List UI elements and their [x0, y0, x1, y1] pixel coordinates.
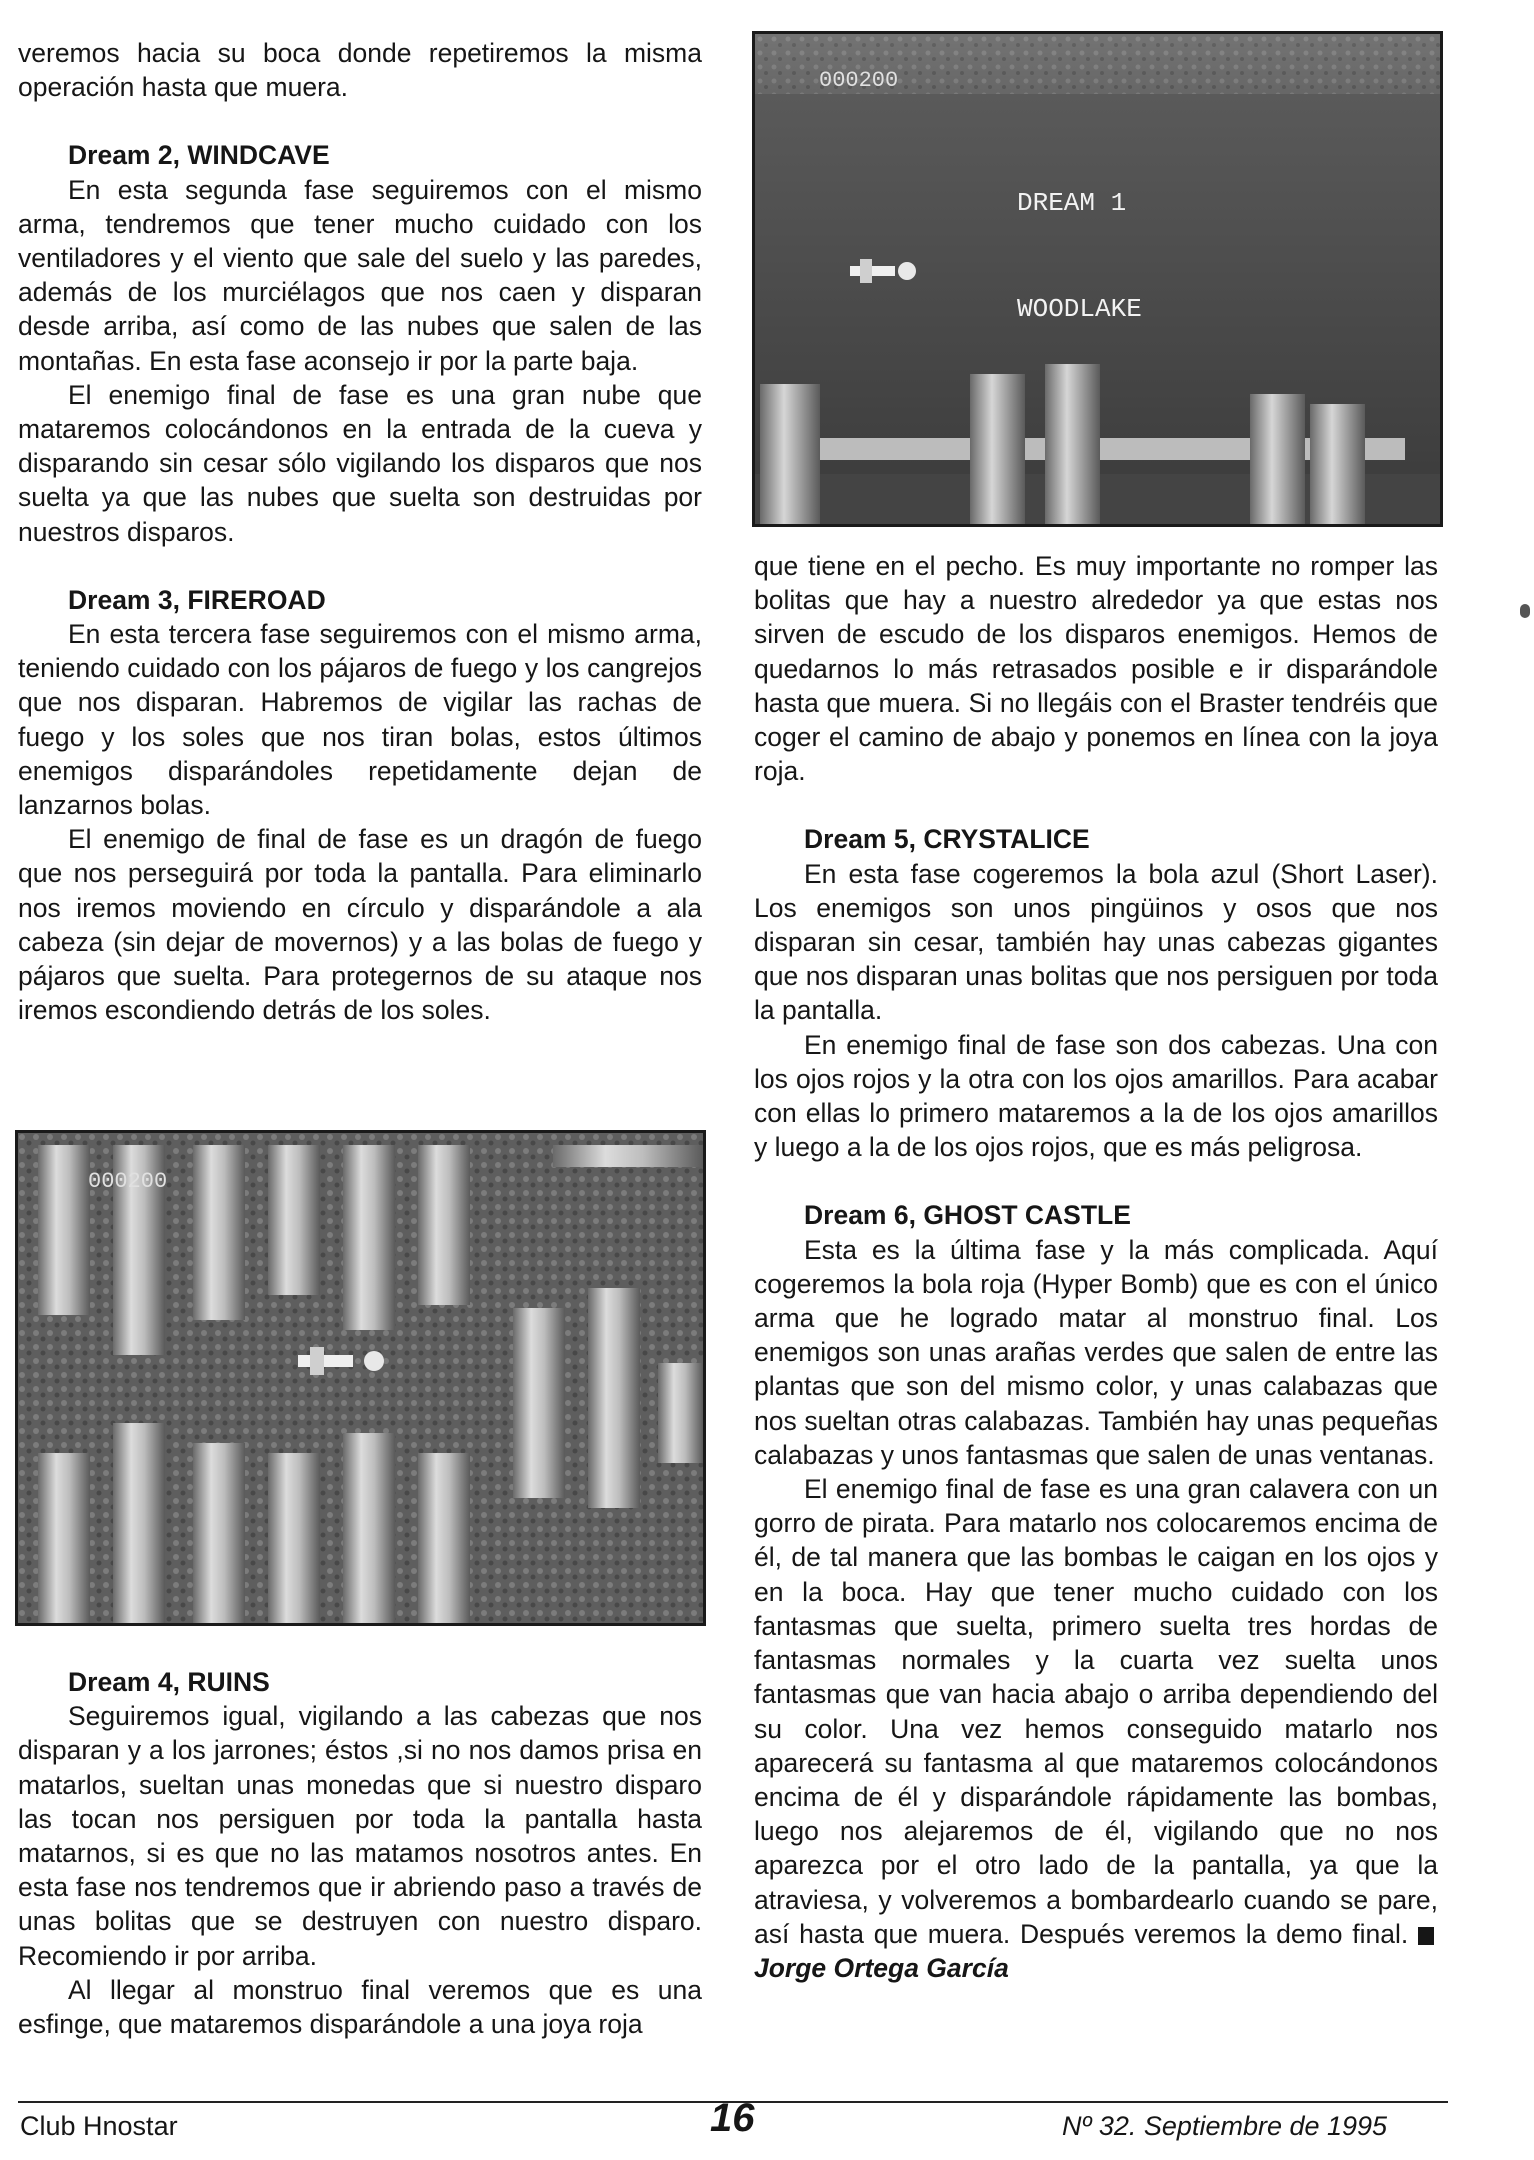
dream6-paragraph-2 — [754, 1472, 1438, 1985]
dream2-paragraph-2: El enemigo final de fase es una gran nube que mataremos colocándonos en la entrada de la cueva y disparando sin cesar sólo vigilando los disparos que nos suelta ya que las nubes que suelta son destruidas por nuestros disparos. — [18, 379, 702, 547]
footer-issue: Nº 32. Septiembre de 1995 — [1062, 2111, 1388, 2141]
stage-name: WOODLAKE — [1017, 294, 1142, 324]
dream4-paragraph-2: Al llegar al monstruo final veremos que es una esfinge, que mataremos disparándole a una joya roja — [18, 1974, 702, 2040]
dream5-heading: Dream 5, CRYSTALICE — [804, 824, 1090, 855]
scan-edge-mark — [1520, 604, 1530, 618]
ruins-scene — [18, 1133, 703, 1623]
woodlake-screenshot — [752, 31, 1443, 527]
dream6-paragraph-2-text: El enemigo final de fase es una gran calavera con un gorro de pirata. Para matarlo nos colocaremos encima de él, de tal manera que las bombas le caigan en los ojos y en la boca. Hay que tener mucho cuidado con los fantasmas que suelta, primero suelta tres hordas de fantasmas normales y la cuarta vez suelta unos fantasmas que van hacia abajo o arriba dependiendo del su color. Una vez hemos conseguido matarlo nos aparecerá su fantasma al que mataremos colocándonos encima de él y disparándole rápidamente las bombas, luego nos alejaremos de él, vigilando que no nos aparezca por el otro lado de la pantalla, ya que la atraviesa, y volveremos a bombardearlo cuando se pare, así hasta que muera. Después veremos la demo final. — [754, 1474, 1438, 1949]
dream5-paragraph-2: En enemigo final de fase son dos cabezas. Una con los ojos rojos y la otra con los ojos amarillos. Para acabar con ellas lo primero mataremos a la de los ojos amarillos y luego a la de los ojos rojos, que es más peligrosa. — [754, 1029, 1438, 1163]
woodlake-scene — [755, 34, 1440, 524]
dream3-paragraph-2: El enemigo de final de fase es un dragón de fuego que nos perseguirá por toda la pantalla. Para eliminarlo nos iremos moviendo en círculo y disparándole a ala cabeza (sin dejar de movernos) y a las bolas de fuego y pájaros que suelta. Para protegernos de su ataque nos iremos escondiendo detrás de los soles. — [18, 824, 702, 1026]
author-signature: Jorge Ortega García — [754, 1952, 1009, 1983]
dream2-paragraph-1: En esta segunda fase seguiremos con el mismo arma, tendremos que tener mucho cuidado con los ventiladores y el viento que sale del suelo y las paredes, además de los murciélagos que nos caen y disparan desde arriba, así como de las nubes que salen de las montañas. En esta fase aconsejo ir por la parte baja. — [18, 174, 702, 376]
left-column-lower — [18, 1665, 702, 2041]
intro-paragraph: veremos hacia su boca donde repetiremos la misma operación hasta que muera. — [18, 38, 702, 103]
right-column — [754, 549, 1438, 1985]
ruins-screenshot — [15, 1130, 706, 1626]
woodlake-score: 000200 — [819, 68, 899, 93]
dream3-paragraph-1: En esta tercera fase seguiremos con el mismo arma, teniendo cuidado con los pájaros de fuego y los cangrejos que nos disparan. Habremos de vigilar las rachas de fuego y los soles que nos tiran bolas, estos últimos enemigos disparándoles repetidamente dejan de lanzarnos bolas. — [18, 619, 702, 821]
dream4-paragraph-1: Seguiremos igual, vigilando a las cabezas que nos disparan y a los jarrones; éstos ,si no nos damos prisa en matarlos, sueltan unas monedas que si nuestro disparo las tocan nos persiguen por toda la pantalla hasta matarnos, si es que no las matamos nosotros antes. En esta fase nos tendremos que ir abriendo paso a través de unas bolitas que se destruyen con nuestro disparo. Recomiendo ir por arriba. — [18, 1701, 702, 1971]
dream6-heading: Dream 6, GHOST CASTLE — [804, 1200, 1131, 1231]
dream5-paragraph-1: En esta fase cogeremos la bola azul (Short Laser). Los enemigos son unos pingüinos y osos que nos disparan sin cesar, también hay unas cabezas gigantes que nos disparan unas bolitas que nos persiguen por toda la pantalla. — [754, 858, 1438, 1026]
dream3-heading: Dream 3, FIREROAD — [68, 584, 326, 615]
end-mark-icon — [1418, 1927, 1434, 1945]
ruins-score: 000200 — [88, 1169, 168, 1194]
dream6-paragraph-1: Esta es la última fase y la más complicada. Aquí cogeremos la bola roja (Hyper Bomb) que es con el único arma que he logrado matar al monstruo final. Los enemigos son unas arañas verdes que salen de entre las plantas que son del mismo color, y unas calabazas que nos sueltan otras calabazas. También hay unas pequeñas calabazas y unos fantasmas que salen de unas ventanas. — [754, 1234, 1438, 1470]
left-column — [18, 36, 702, 1027]
dream4-heading: Dream 4, RUINS — [68, 1667, 270, 1697]
stage-title: DREAM 1 — [1017, 188, 1127, 218]
footer-page-number: 16 — [710, 2096, 755, 2140]
dream2-heading: Dream 2, WINDCAVE — [68, 140, 330, 171]
footer-magazine: Club Hnostar — [20, 2111, 178, 2141]
dream4-continuation: que tiene en el pecho. Es muy importante no romper las bolitas que hay a nuestro alrededor ya que estas nos sirven de escudo de los disparos enemigos. Hemos de quedarnos lo más retrasados posible e ir disparándole hasta que muera. Si no llegáis con el Braster tendréis que coger el camino de abajo y ponemos en línea con la joya roja. — [754, 551, 1438, 787]
